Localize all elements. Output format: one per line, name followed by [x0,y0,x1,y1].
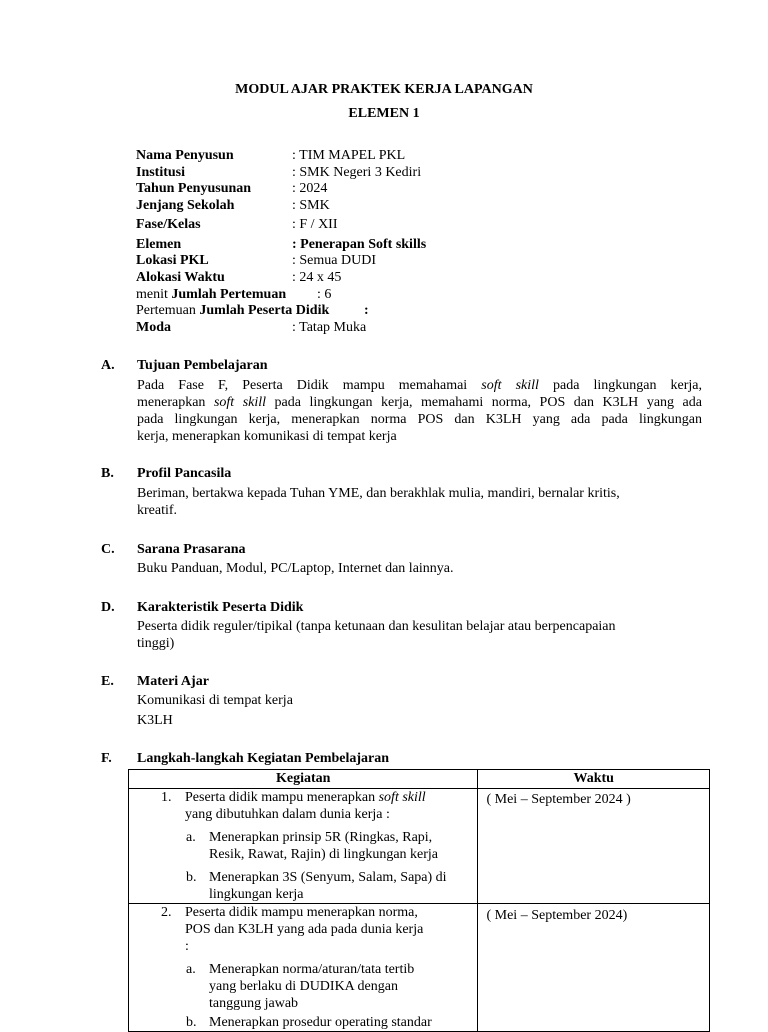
waktu-value: ( Mei – September 2024 ) [486,792,631,807]
label-fase: Fase/Kelas [136,217,201,232]
prefix-menit: menit [136,287,172,302]
document-title: MODUL AJAR PRAKTEK KERJA LAPANGAN [235,82,533,97]
value-institusi: : SMK Negeri 3 Kediri [292,165,422,180]
kegiatan-cell [129,789,478,904]
label-jumlah-peserta: Jumlah Peserta Didik [199,303,330,318]
section-e-line-2: K3LH [137,713,173,728]
section-c-text [137,560,702,577]
table-header-row [129,770,710,789]
label-jumlah-pertemuan: Jumlah Pertemuan [171,287,287,302]
value-jumlah-peserta: : [364,303,369,318]
section-a-text [137,377,702,445]
section-b-letter: B. [101,466,114,481]
section-c-heading: Sarana Prasarana [137,542,246,557]
section-c-letter: C. [101,542,115,557]
value-fase: : F / XII [292,217,338,232]
section-b-line-2: kreatif. [137,503,178,518]
value-moda: : Tatap Muka [292,320,367,335]
section-e-heading: Materi Ajar [137,674,209,689]
section-f-heading: Langkah-langkah Kegiatan Pembelajaran [137,751,390,766]
kegiatan-subitem-1b: b. Menerapkan 3S (Senyum, Salam, Sapa) di lingkungan kerja [186,870,447,902]
kegiatan-subitem-2b: b. Menerapkan prosedur operating standar [186,1015,432,1030]
section-a-line-4: kerja, menerapkan komunikasi di tempat kerja [137,429,397,444]
section-a-line-2: menerapkan soft skill pada lingkungan kerja, memahami norma, POS dan K3LH yang ada [137,395,702,410]
waktu-cell [478,904,710,1032]
kegiatan-cell [129,904,478,1032]
label-tahun: Tahun Penyusunan [136,181,252,196]
section-a-line-1: Pada Fase F, Peserta Didik mampu memahamai soft skill pada lingkungan kerja, [137,378,703,393]
table-row [129,789,710,904]
kegiatan-item-2: 2. Peserta didik mampu menerapkan norma, POS dan K3LH yang ada pada dunia kerja : [161,905,424,954]
jumlah-peserta-line [136,302,329,319]
value-tahun: : 2024 [292,181,328,196]
section-d-line-1: Peserta didik reguler/tipikal (tanpa ketunaan dan kesulitan belajar atau berpencapaian [137,619,616,634]
label-lokasi: Lokasi PKL [136,253,209,268]
kegiatan-table [128,769,710,1032]
value-alokasi: : 24 x 45 [292,270,342,285]
section-b-text [137,485,702,519]
kegiatan-item-1: 1. Peserta didik mampu menerapkan soft skill yang dibutuhkan dalam dunia kerja : [161,790,426,822]
column-header-kegiatan: Kegiatan [129,770,478,789]
label-alokasi: Alokasi Waktu [136,270,225,285]
value-elemen: : Penerapan Soft skills [292,237,427,252]
document-subtitle: ELEMEN 1 [348,106,420,121]
jumlah-pertemuan-line [136,286,286,303]
label-elemen: Elemen [136,237,182,252]
section-d-line-2: tinggi) [137,636,175,651]
label-institusi: Institusi [136,165,186,180]
section-a-letter: A. [101,358,115,373]
section-e-line-1: Komunikasi di tempat kerja [137,693,293,708]
waktu-value: ( Mei – September 2024) [486,908,628,923]
prefix-pertemuan: Pertemuan [136,303,200,318]
item-number: 2. [161,905,172,920]
section-d-heading: Karakteristik Peserta Didik [137,600,304,615]
section-a-heading: Tujuan Pembelajaran [137,358,268,373]
section-c-line-1: Buku Panduan, Modul, PC/Laptop, Internet dan lainnya. [137,561,454,576]
label-moda: Moda [136,320,171,335]
value-lokasi: : Semua DUDI [292,253,376,268]
section-b-line-1: Beriman, bertakwa kepada Tuhan YME, dan berakhlak mulia, mandiri, bernalar kritis, [137,486,620,501]
value-jumlah-pertemuan: : 6 [317,287,332,302]
kegiatan-subitem-2a: a. Menerapkan norma/aturan/tata tertib yang berlaku di DUDIKA dengan tanggung jawab [186,962,415,1011]
section-e-text [137,692,702,729]
value-jenjang: : SMK [292,198,330,213]
section-b-heading: Profil Pancasila [137,466,232,481]
column-header-waktu: Waktu [478,770,710,789]
section-d-text [137,618,702,652]
section-e-letter: E. [101,674,114,689]
section-f-letter: F. [101,751,112,766]
section-a-line-3: pada lingkungan kerja, menerapkan norma POS dan K3LH yang ada pada lingkungan [137,412,702,427]
table-row [129,904,710,1032]
label-nama-penyusun: Nama Penyusun [136,148,234,163]
waktu-cell [478,789,710,904]
kegiatan-subitem-1a: a. Menerapkan prinsip 5R (Ringkas, Rapi, Resik, Rawat, Rajin) di lingkungan kerja [186,830,439,862]
label-jenjang: Jenjang Sekolah [136,198,235,213]
section-d-letter: D. [101,600,115,615]
value-nama-penyusun: : TIM MAPEL PKL [292,148,406,163]
item-number: 1. [161,790,172,805]
